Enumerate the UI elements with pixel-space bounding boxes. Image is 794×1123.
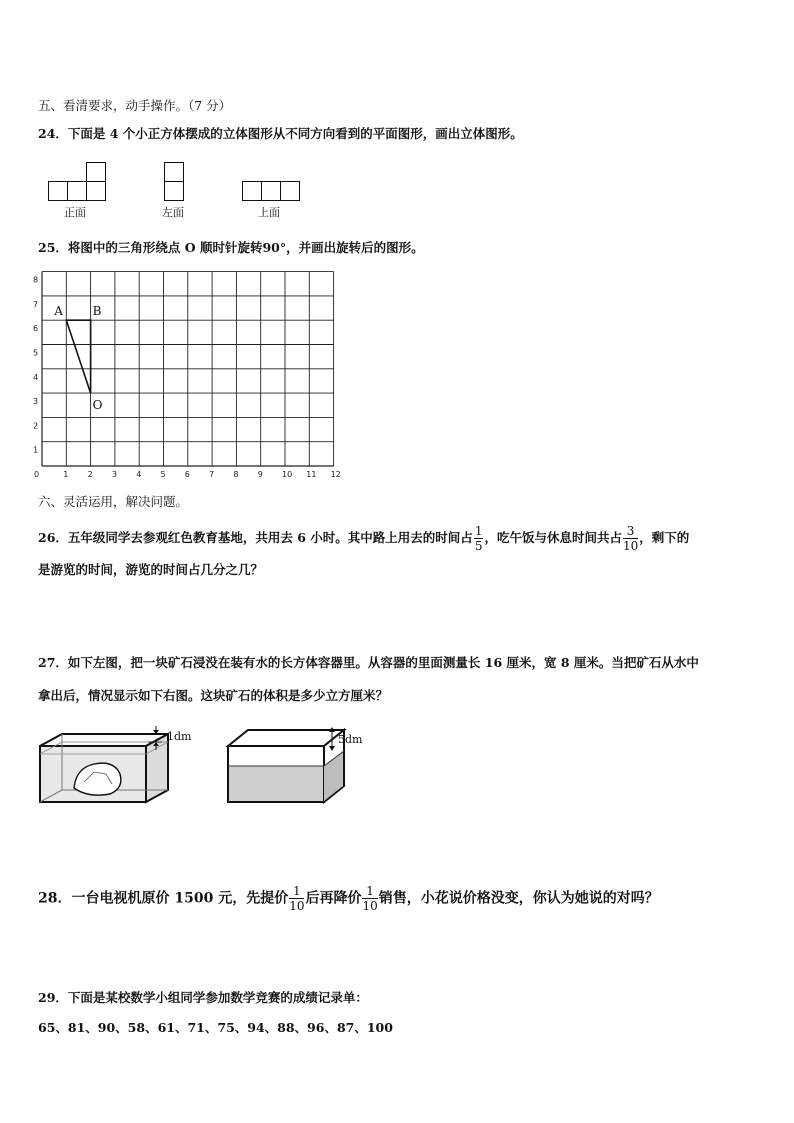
coordinate-grid xyxy=(30,270,360,486)
y-tick-label: 7 xyxy=(33,299,39,309)
fraction-one-tenth-decrease: $\frac{1}{10}$ xyxy=(362,884,378,913)
q28-part-1: 28．一台电视机原价 1500 元，先提价 xyxy=(38,890,289,907)
x-tick-label: 5 xyxy=(160,470,166,479)
q26-part-2: ，吃午饭与休息时间共占 xyxy=(484,530,622,545)
x-tick-label: 6 xyxy=(184,470,190,479)
label-1dm: 1dm xyxy=(167,730,192,743)
q26-part-1: 26．五年级同学去参观红色教育基地，共用去 6 小时。其中路上用去的时间占 xyxy=(38,530,473,545)
top-view-figure xyxy=(242,160,304,205)
x-tick-label: 7 xyxy=(209,470,215,479)
y-tick-label: 5 xyxy=(33,348,39,358)
question-29-scores: 65、81、90、58、61、71、75、94、88、96、87、100 xyxy=(38,1020,393,1035)
y-tick-label: 4 xyxy=(33,372,39,382)
x-tick-label: 9 xyxy=(257,470,263,479)
view-label-top: 上面 xyxy=(258,206,280,219)
section-6-title: 六、灵活运用，解决问题。 xyxy=(38,494,189,509)
view-label-front: 正面 xyxy=(64,206,86,219)
x-tick-label: 8 xyxy=(233,470,239,479)
fraction-one-fifth: $\frac{1}{5}$ xyxy=(474,524,483,553)
y-tick-label: 2 xyxy=(33,421,39,431)
front-view-figure xyxy=(48,160,108,205)
q28-part-2: 后再降价 xyxy=(305,890,362,907)
grid-tick-labels xyxy=(33,276,341,479)
left-view-figure xyxy=(164,160,186,205)
grid-lines xyxy=(42,272,334,466)
label-5dm: 5dm xyxy=(338,733,363,746)
x-tick-label: 3 xyxy=(111,470,117,479)
point-label-o: O xyxy=(92,398,103,413)
point-label-b: B xyxy=(92,304,102,319)
question-24-text: 24．下面是 4 个小正方体摆成的立体图形从不同方向看到的平面图形，画出立体图形。 xyxy=(38,126,523,141)
q26-part-3: ，剩下的 xyxy=(639,530,690,545)
y-tick-label: 8 xyxy=(33,275,39,285)
x-tick-label: 0 xyxy=(34,470,40,479)
x-tick-label: 10 xyxy=(282,470,293,479)
x-tick-label: 2 xyxy=(87,470,93,479)
section-5-title: 五、看清要求，动手操作。（7 分） xyxy=(38,98,232,113)
question-27-line-1: 27．如下左图，把一块矿石浸没在装有水的长方体容器里。从容器的里面测量长 16 厘米，宽 8 厘米。当把矿石从水中 xyxy=(38,655,699,670)
y-tick-label: 1 xyxy=(33,445,39,455)
question-25-text: 25．将图中的三角形绕点 O 顺时针旋转90°，并画出旋转后的图形。 xyxy=(38,240,424,255)
y-tick-label: 3 xyxy=(33,397,39,407)
question-27-line-2: 拿出后，情况显示如下右图。这块矿石的体积是多少立方厘米？ xyxy=(38,688,389,703)
x-tick-label: 4 xyxy=(136,470,142,479)
y-tick-label: 6 xyxy=(33,324,39,334)
fraction-three-tenths: $\frac{3}{10}$ xyxy=(622,524,639,553)
triangle-abo xyxy=(66,320,90,393)
question-26-line-2: 是游览的时间，游览的时间占几分之几？ xyxy=(38,562,264,577)
question-28-line xyxy=(38,884,659,913)
x-tick-label: 1 xyxy=(63,470,69,479)
q28-part-3: 销售，小花说价格没变，你认为她说的对吗？ xyxy=(378,890,659,907)
point-label-a: A xyxy=(54,304,63,319)
question-29-text: 29．下面是某校数学小组同学参加数学竞赛的成绩记录单： xyxy=(38,990,368,1005)
question-26-line-1 xyxy=(38,524,689,553)
x-tick-label: 11 xyxy=(306,470,317,479)
fraction-one-tenth-increase: $\frac{1}{10}$ xyxy=(289,884,305,913)
x-tick-label: 12 xyxy=(330,470,341,479)
view-label-left: 左面 xyxy=(162,206,184,219)
